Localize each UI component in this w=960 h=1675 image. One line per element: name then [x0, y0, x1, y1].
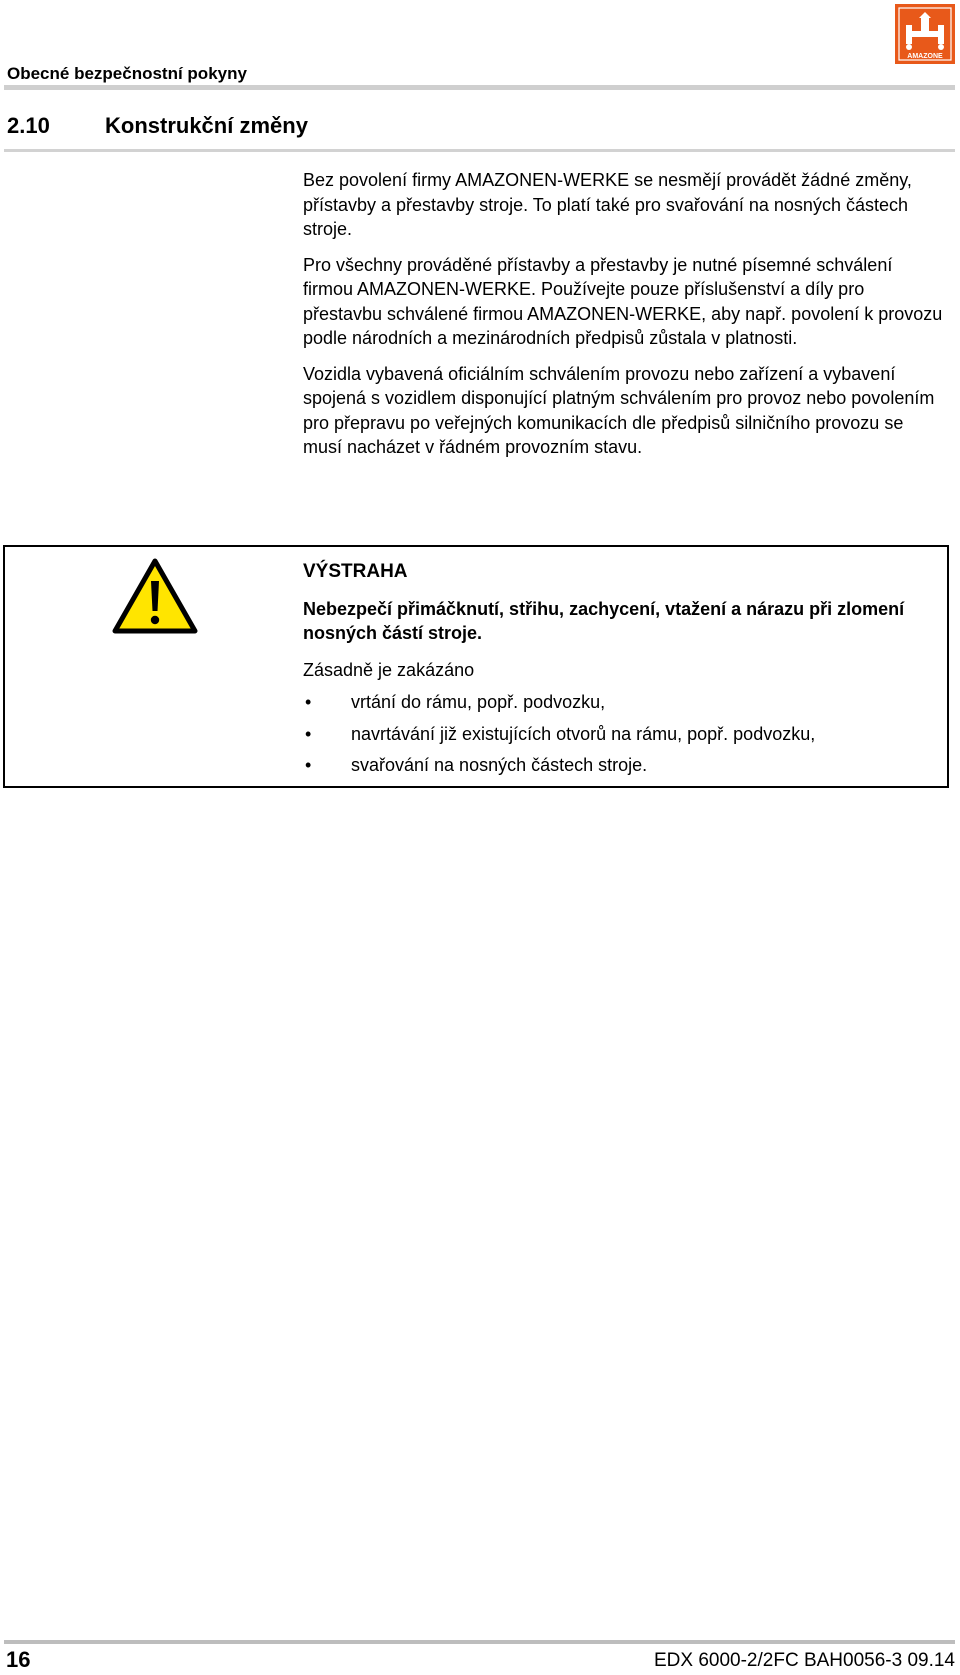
list-item: • svařování na nosných částech stroje.	[303, 753, 933, 778]
bullet: •	[305, 692, 312, 712]
bullet: •	[305, 723, 312, 744]
warning-signal-word: VÝSTRAHA	[303, 561, 408, 582]
section-number: 2.10	[7, 113, 50, 138]
header-divider	[4, 85, 955, 90]
warning-triangle-icon	[111, 557, 199, 637]
section-title: Konstrukční změny	[105, 113, 308, 138]
footer-divider	[4, 1640, 955, 1644]
amazone-logo-icon	[895, 4, 955, 64]
bullet: •	[305, 755, 312, 775]
section-body	[303, 168, 943, 471]
warning-box	[3, 545, 949, 788]
logo-text: AMAZONE	[907, 53, 943, 60]
warning-text	[303, 560, 933, 785]
list-item: • navrtávání již existujících otvorů na rámu, popř. podvozku,	[303, 722, 933, 747]
page-number: 16	[6, 1647, 31, 1672]
warning-prohibited-list	[303, 690, 933, 778]
paragraph-written-approval: Pro všechny prováděné přístavby a přestavby je nutné písemné schválení firmou AMAZONEN-WERKE. Používejte pouze příslušenství a díly pro přestavbu schválené firmou AMAZONEN-WERKE, aby např. povolení k provozu podle národních a mezinárodních předpisů zůstala v platnosti.	[303, 254, 943, 348]
document-code: EDX 6000-2/2FC BAH0056-3 09.14	[653, 1650, 955, 1671]
paragraph-vehicle-condition: Vozidla vybavená oficiálním schválením provozu nebo zařízení a vybavení spojená s vozidlem disponující platným schválením pro provoz nebo povolením pro přepravu po veřejných komunikacích dle předpisů silničního provozu se musí nacházet v řádném provozním stavu.	[303, 363, 935, 457]
warning-hazard: Nebezpečí přimáčknutí, střihu, zachycení, vtažení a nárazu při zlomení nosných částí stroje.	[303, 598, 905, 643]
list-item: • vrtání do rámu, popř. podvozku,	[303, 690, 933, 715]
warning-intro: Zásadně je zakázáno	[303, 659, 475, 680]
section-heading	[4, 113, 955, 152]
chapter-title: Obecné bezpečnostní pokyny	[7, 64, 247, 83]
paragraph-approval: Bez povolení firmy AMAZONEN-WERKE se nesmějí provádět žádné změny, přístavby a přestavby stroje. To platí také pro svařování na nosných částech stroje.	[303, 170, 912, 239]
